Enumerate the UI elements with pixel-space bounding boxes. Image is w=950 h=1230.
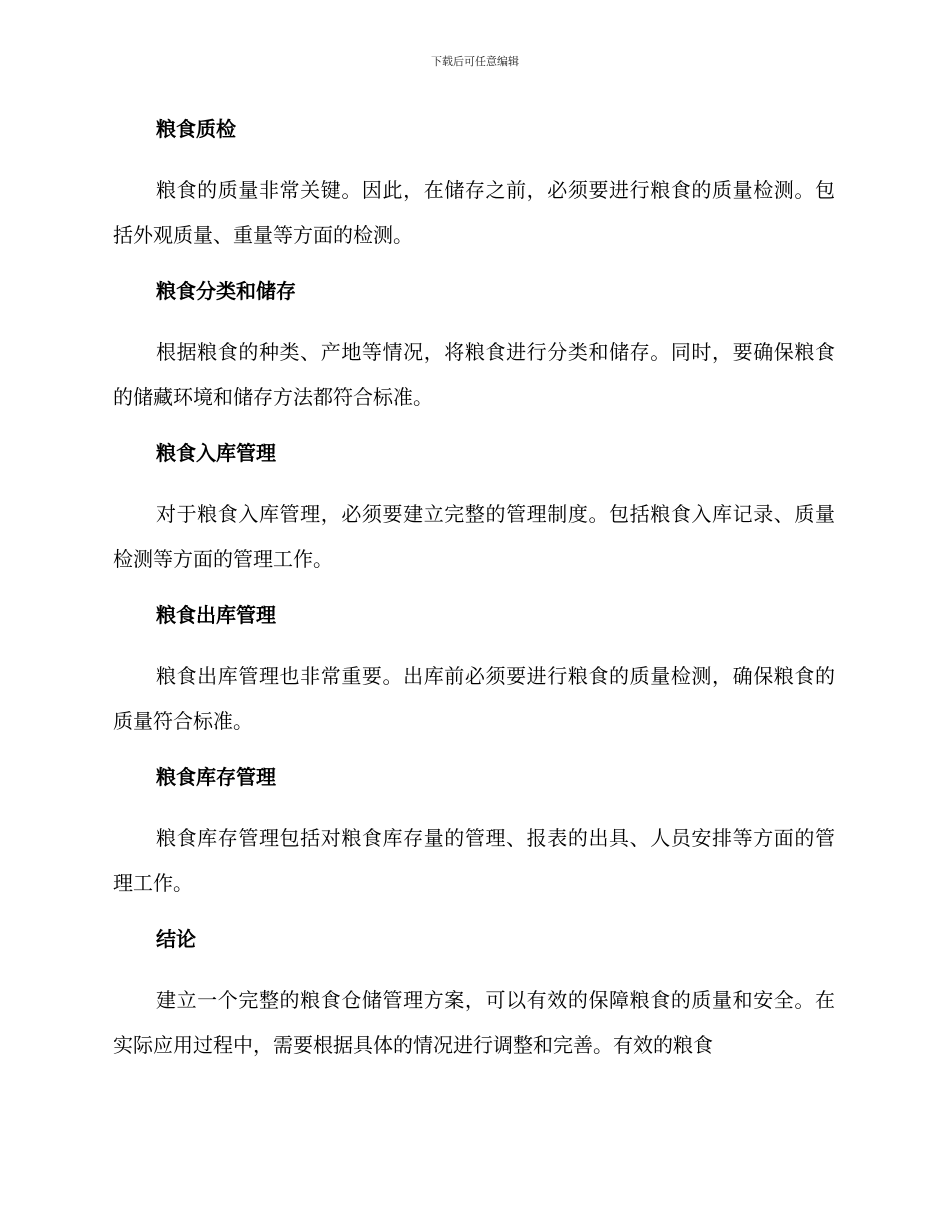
section-outbound-management (113, 594, 835, 744)
section-heading: 粮食入库管理 (156, 441, 276, 465)
document-content (113, 108, 835, 1080)
section-paragraph: 粮食出库管理也非常重要。出库前必须要进行粮食的质量检测，确保粮食的质量符合标准。 (113, 664, 835, 733)
section-paragraph: 对于粮食入库管理，必须要建立完整的管理制度。包括粮食入库记录、质量检测等方面的管理工作。 (113, 502, 835, 571)
section-paragraph: 粮食的质量非常关键。因此，在储存之前，必须要进行粮食的质量检测。包括外观质量、重量等方面的检测。 (113, 178, 835, 247)
section-heading: 粮食分类和储存 (156, 279, 296, 303)
section-classification-storage (113, 270, 835, 420)
section-heading: 粮食库存管理 (156, 765, 276, 789)
section-inbound-management (113, 432, 835, 582)
section-conclusion (113, 918, 835, 1068)
section-heading: 粮食质检 (156, 117, 236, 141)
section-quality-inspection (113, 108, 835, 258)
section-paragraph: 粮食库存管理包括对粮食库存量的管理、报表的出具、人员安排等方面的管理工作。 (113, 826, 835, 895)
section-heading: 粮食出库管理 (156, 603, 276, 627)
section-paragraph: 建立一个完整的粮食仓储管理方案，可以有效的保障粮食的质量和安全。在实际应用过程中，需要根据具体的情况进行调整和完善。有效的粮食 (113, 988, 835, 1057)
section-inventory-management (113, 756, 835, 906)
section-paragraph: 根据粮食的种类、产地等情况，将粮食进行分类和储存。同时，要确保粮食的储藏环境和储存方法都符合标准。 (113, 340, 835, 409)
section-heading: 结论 (156, 927, 196, 951)
page-header-note: 下载后可任意编辑 (431, 55, 519, 68)
